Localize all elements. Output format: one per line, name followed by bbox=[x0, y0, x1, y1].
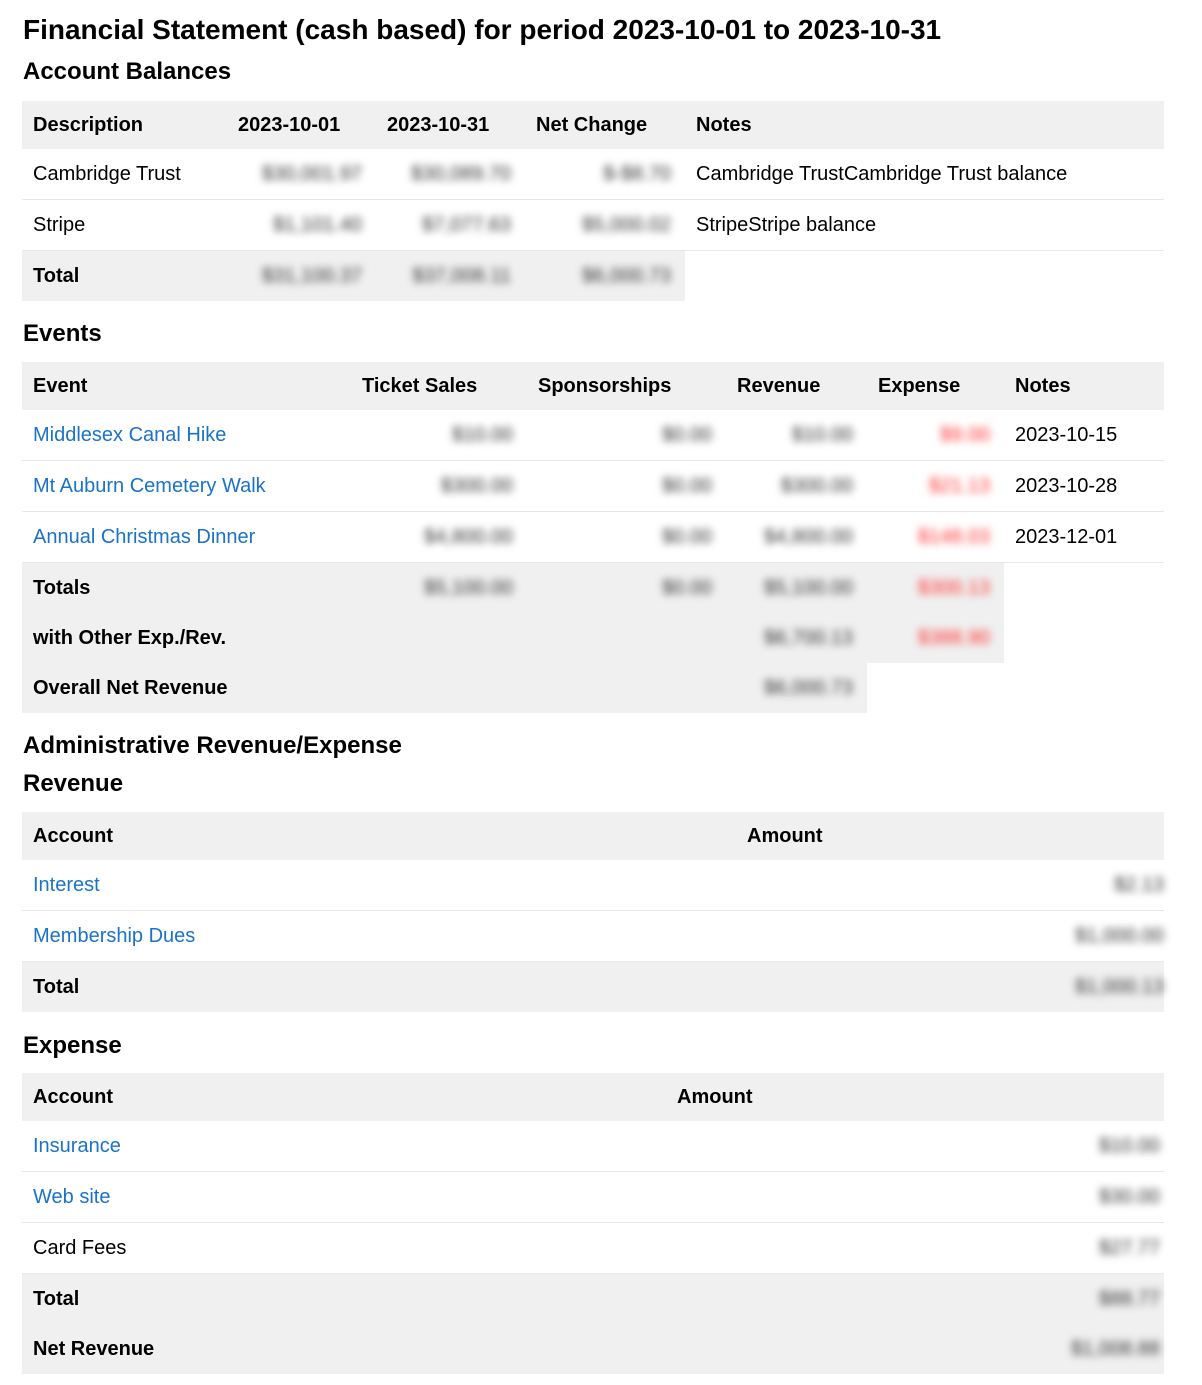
expense-heading: Expense bbox=[23, 1032, 122, 1059]
total-change: $6,000.73 bbox=[582, 264, 671, 287]
column-header: Amount bbox=[736, 812, 1164, 860]
account-notes: StripeStripe balance bbox=[685, 200, 1164, 251]
start-balance: $30,001.97 bbox=[261, 162, 362, 185]
account-balances-table bbox=[22, 101, 1164, 301]
net-change: $5,000.02 bbox=[582, 213, 671, 236]
total-expense: $300.13 bbox=[917, 576, 990, 599]
net-change: $-$8.70 bbox=[603, 162, 671, 185]
event-link[interactable]: Annual Christmas Dinner bbox=[33, 525, 256, 548]
table-row bbox=[22, 1172, 1164, 1223]
total-ticket-sales: $5,100.00 bbox=[424, 576, 513, 599]
revenue: $10.00 bbox=[791, 423, 853, 446]
account-balances-heading: Account Balances bbox=[23, 58, 232, 85]
net-revenue-label: Net Revenue bbox=[22, 1324, 666, 1374]
table-row bbox=[22, 512, 1164, 563]
event-notes: 2023-10-15 bbox=[1004, 410, 1164, 461]
account-description: Cambridge Trust bbox=[22, 149, 227, 200]
end-balance: $30,089.70 bbox=[410, 162, 511, 185]
revenue-heading: Revenue bbox=[23, 770, 124, 797]
account-notes: Cambridge TrustCambridge Trust balance bbox=[685, 149, 1164, 200]
total-start: $31,100.37 bbox=[261, 264, 362, 287]
overall-net-revenue: $6,000.73 bbox=[764, 676, 853, 699]
table-row bbox=[22, 1121, 1164, 1172]
column-header: Expense bbox=[867, 362, 1004, 410]
account-link[interactable]: Insurance bbox=[33, 1134, 121, 1157]
column-header: Notes bbox=[1004, 362, 1164, 410]
page-title: Financial Statement (cash based) for period 2023-10-01 to 2023-10-31 bbox=[23, 14, 942, 45]
with-other-expense: $388.90 bbox=[917, 626, 990, 649]
total-amount: $88.77 bbox=[1098, 1287, 1160, 1310]
ticket-sales: $10.00 bbox=[451, 423, 513, 446]
end-balance: $7,077.63 bbox=[422, 213, 511, 236]
table-row bbox=[22, 1223, 1164, 1274]
table-header-row bbox=[22, 362, 1164, 410]
amount: $27.77 bbox=[1098, 1236, 1160, 1259]
totals-label: Totals bbox=[22, 563, 351, 614]
total-row bbox=[22, 1274, 1164, 1325]
ticket-sales: $4,800.00 bbox=[424, 525, 513, 548]
revenue: $300.00 bbox=[780, 474, 853, 497]
column-header: Amount bbox=[666, 1073, 1164, 1121]
sponsorships: $0.00 bbox=[661, 525, 712, 548]
column-header: Account bbox=[22, 812, 736, 860]
total-revenue: $5,100.00 bbox=[764, 576, 853, 599]
sponsorships: $0.00 bbox=[661, 423, 712, 446]
table-row bbox=[22, 860, 1164, 911]
account-link[interactable]: Web site bbox=[33, 1185, 111, 1208]
total-row bbox=[22, 962, 1164, 1013]
events-heading: Events bbox=[23, 320, 102, 347]
column-header: Description bbox=[22, 101, 227, 149]
column-header: Revenue bbox=[726, 362, 867, 410]
amount: $2.13 bbox=[1113, 873, 1164, 896]
start-balance: $1,101.40 bbox=[273, 213, 362, 236]
table-header-row bbox=[22, 1073, 1164, 1121]
column-header: Notes bbox=[685, 101, 1164, 149]
with-other-label: with Other Exp./Rev. bbox=[22, 613, 351, 663]
admin-expense-table bbox=[22, 1073, 1164, 1374]
expense: $9.00 bbox=[939, 423, 990, 446]
table-row bbox=[22, 149, 1164, 200]
account-link[interactable]: Interest bbox=[33, 873, 100, 896]
amount: $30.00 bbox=[1098, 1185, 1160, 1208]
event-notes: 2023-10-28 bbox=[1004, 461, 1164, 512]
revenue: $4,800.00 bbox=[764, 525, 853, 548]
ticket-sales: $300.00 bbox=[440, 474, 513, 497]
column-header: 2023-10-31 bbox=[376, 101, 525, 149]
sponsorships: $0.00 bbox=[661, 474, 712, 497]
table-row bbox=[22, 911, 1164, 962]
overall-net-revenue-row bbox=[22, 663, 1164, 713]
net-revenue-amount: $1,008.88 bbox=[1071, 1337, 1160, 1360]
amount: $10.00 bbox=[1098, 1134, 1160, 1157]
column-header: Net Change bbox=[525, 101, 685, 149]
event-notes: 2023-12-01 bbox=[1004, 512, 1164, 563]
with-other-revenue: $6,700.13 bbox=[764, 626, 853, 649]
column-header: 2023-10-01 bbox=[227, 101, 376, 149]
table-row bbox=[22, 461, 1164, 512]
account-label: Card Fees bbox=[22, 1223, 666, 1274]
event-link[interactable]: Middlesex Canal Hike bbox=[33, 423, 227, 446]
expense: $21.13 bbox=[928, 474, 990, 497]
admin-heading: Administrative Revenue/Expense bbox=[23, 732, 402, 759]
column-header: Account bbox=[22, 1073, 666, 1121]
account-link[interactable]: Membership Dues bbox=[33, 924, 196, 947]
expense: $148.03 bbox=[917, 525, 990, 548]
table-row bbox=[22, 200, 1164, 251]
event-link[interactable]: Mt Auburn Cemetery Walk bbox=[33, 474, 266, 497]
column-header: Event bbox=[22, 362, 351, 410]
total-row bbox=[22, 251, 1164, 302]
column-header: Ticket Sales bbox=[351, 362, 527, 410]
total-end: $37,008.11 bbox=[412, 264, 511, 287]
events-table bbox=[22, 362, 1164, 713]
admin-revenue-table bbox=[22, 812, 1164, 1012]
totals-row bbox=[22, 563, 1164, 614]
account-description: Stripe bbox=[22, 200, 227, 251]
table-header-row bbox=[22, 101, 1164, 149]
total-sponsorships: $0.00 bbox=[661, 576, 712, 599]
amount: $1,000.00 bbox=[1075, 924, 1164, 947]
total-amount: $1,000.13 bbox=[1075, 975, 1164, 998]
column-header: Sponsorships bbox=[527, 362, 726, 410]
total-label: Total bbox=[22, 962, 736, 1013]
total-label: Total bbox=[22, 251, 227, 302]
net-revenue-row bbox=[22, 1324, 1164, 1374]
table-row bbox=[22, 410, 1164, 461]
overall-net-label: Overall Net Revenue bbox=[22, 663, 351, 713]
total-label: Total bbox=[22, 1274, 666, 1325]
table-header-row bbox=[22, 812, 1164, 860]
other-exp-rev-row bbox=[22, 613, 1164, 663]
